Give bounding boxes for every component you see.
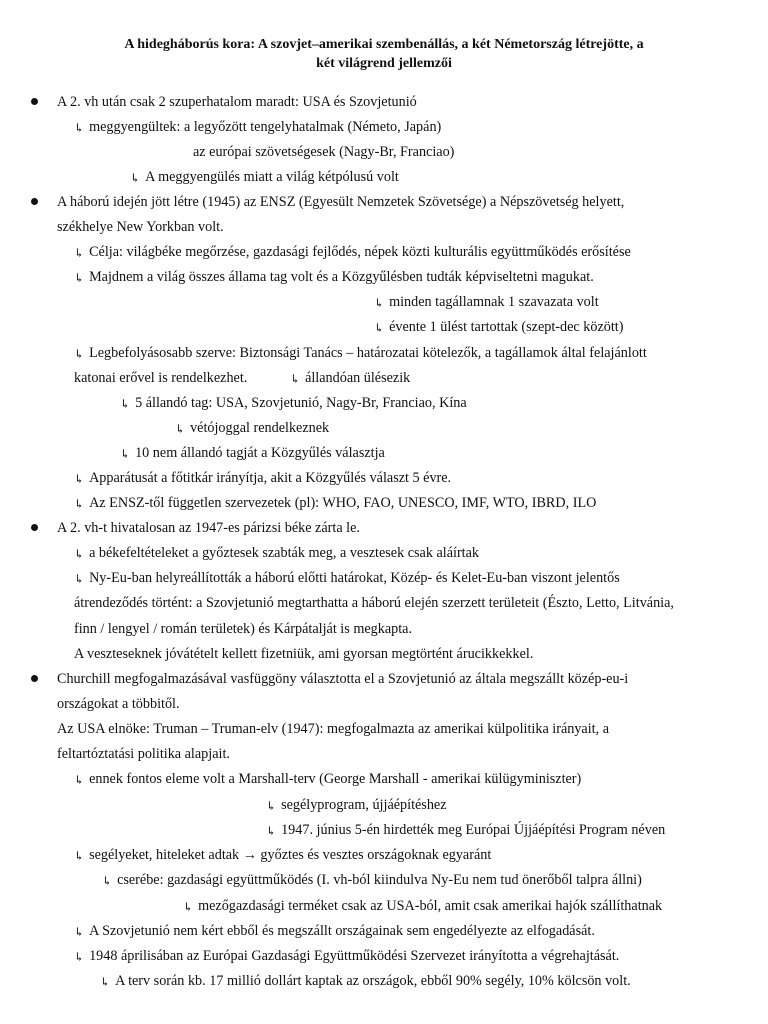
text-line (74, 569, 620, 587)
text-line (102, 871, 642, 889)
text-line (290, 369, 410, 387)
text-line (374, 293, 599, 311)
sub-arrow-icon: ↳ (74, 472, 85, 486)
sub-arrow-icon: ↳ (74, 925, 85, 939)
sub-arrow-icon: ↳ (374, 296, 385, 310)
text-line-content: segélyeket, hiteleket adtak → győztes és vesztes országoknak egyaránt (89, 847, 492, 863)
text-line (74, 469, 451, 487)
sub-arrow-icon: ↳ (266, 824, 277, 838)
text-line-content: katonai erővel is rendelkezhet. (74, 370, 248, 386)
text-line (74, 620, 412, 638)
text-line (130, 168, 399, 186)
text-line (74, 947, 619, 965)
text-line-content: 10 nem állandó tagját a Közgyűlés választja (135, 445, 385, 461)
text-line-content: A 2. vh-t hivatalosan az 1947-es párizsi béke zárta le. (57, 520, 360, 536)
text-line (74, 344, 647, 362)
sub-arrow-icon: ↳ (74, 849, 85, 863)
text-line (74, 770, 581, 788)
sub-arrow-icon: ↳ (74, 950, 85, 964)
text-line-content: átrendeződés történt: a Szovjetunió megtarthatta a háború elején szerzett területeit (Észto, Letto, Litvánia, (74, 595, 674, 611)
text-line (374, 318, 623, 336)
text-line-content: Célja: világbéke megőrzése, gazdasági fejlődés, népek közti kulturális együttműködés erősítése (89, 244, 631, 260)
text-line-content: A terv során kb. 17 millió dollárt kaptak az országok, ebből 90% segély, 10% kölcsön volt. (115, 973, 631, 989)
text-line-content: ennek fontos eleme volt a Marshall-terv (George Marshall - amerikai külügyminiszter) (89, 771, 582, 787)
text-line-content: Legbefolyásosabb szerve: Biztonsági Tanács – határozatai kötelezők, a tagállamok által felajánlott (89, 345, 647, 361)
text-line-content: a békefeltételeket a győztesek szabták meg, a vesztesek csak aláírtak (89, 545, 480, 561)
text-line (57, 695, 180, 713)
text-line (266, 796, 447, 814)
text-line-content: évente 1 ülést tartottak (szept-dec között) (389, 319, 624, 335)
text-line-content: Az ENSZ-től független szervezetek (pl): WHO, FAO, UNESCO, IMF, WTO, IBRD, ILO (89, 495, 597, 511)
sub-arrow-icon: ↳ (74, 271, 85, 285)
sub-arrow-icon: ↳ (74, 572, 85, 586)
text-line (100, 972, 631, 990)
text-line (57, 93, 417, 111)
text-line-content: állandóan ülésezik (305, 370, 411, 386)
text-line (57, 720, 609, 738)
text-line (74, 645, 533, 663)
text-line-content: mezőgazdasági terméket csak az USA-ból, amit csak amerikai hajók szállíthatnak (198, 898, 663, 914)
text-line (57, 193, 624, 211)
sub-arrow-icon: ↳ (290, 372, 301, 386)
text-line-content: Majdnem a világ összes állama tag volt és a Közgyűlésben tudták képviseltetni magukat. (89, 269, 594, 285)
text-line-content: székhelye New Yorkban volt. (57, 219, 224, 235)
text-line (193, 143, 454, 161)
text-line-content: 1947. június 5-én hirdették meg Európai Újjáépítési Program néven (281, 822, 666, 838)
sub-arrow-icon: ↳ (120, 397, 131, 411)
text-line-content: Az USA elnöke: Truman – Truman-elv (1947): megfogalmazta az amerikai külpolitika irányait, a (57, 721, 610, 737)
bullet-icon (31, 524, 38, 531)
text-line (74, 846, 491, 864)
text-line (183, 897, 662, 915)
text-line (74, 922, 595, 940)
sub-arrow-icon: ↳ (74, 773, 85, 787)
text-line-content: Ny-Eu-ban helyreállították a háború előtti határokat, Közép- és Kelet-Eu-ban viszont jelentős (89, 570, 620, 586)
text-line-content: minden tagállamnak 1 szavazata volt (389, 294, 599, 310)
bullet-icon (31, 98, 38, 105)
sub-arrow-icon: ↳ (74, 547, 85, 561)
sub-arrow-icon: ↳ (74, 246, 85, 260)
text-line-content: meggyengültek: a legyőzött tengelyhatalmak (Németo, Japán) (89, 119, 442, 135)
text-line (266, 821, 665, 839)
text-line-content: cserébe: gazdasági együttműködés (I. vh-ból kiindulva Ny-Eu nem tud önerőből talpra állni) (117, 872, 642, 888)
title-line-1: A hidegháborús kora: A szovjet–amerikai szembenállás, a két Németország létrejötte, a (124, 37, 644, 52)
text-line-content: A veszteseknek jóvátételt kellett fizetniük, ami gyorsan megtörtént árucikkekkel. (74, 646, 534, 662)
text-line (120, 444, 385, 462)
text-line-content: 5 állandó tag: USA, Szovjetunió, Nagy-Br, Franciao, Kína (135, 395, 467, 411)
text-line-content: Apparátusát a főtitkár irányítja, akit a Közgyűlés választ 5 évre. (89, 470, 452, 486)
sub-arrow-icon: ↳ (266, 799, 277, 813)
bullet-icon (31, 198, 38, 205)
text-line (74, 118, 441, 136)
sub-arrow-icon: ↳ (374, 321, 385, 335)
sub-arrow-icon: ↳ (74, 497, 85, 511)
text-line-content: A 2. vh után csak 2 szuperhatalom maradt: USA és Szovjetunió (57, 94, 417, 110)
text-line-content: 1948 áprilisában az Európai Gazdasági Együttműködési Szervezet irányította a végrehajtását. (89, 948, 620, 964)
text-line-content: finn / lengyel / román területek) és Kárpátalját is megkapta. (74, 621, 413, 637)
text-line (175, 419, 329, 437)
sub-arrow-icon: ↳ (74, 121, 85, 135)
sub-arrow-icon: ↳ (130, 171, 141, 185)
text-line-content: Churchill megfogalmazásával vasfüggöny választotta el a Szovjetunió az általa megszállt közép-eu-i (57, 671, 629, 687)
sub-arrow-icon: ↳ (120, 447, 131, 461)
sub-arrow-icon: ↳ (175, 422, 186, 436)
text-line-content: A meggyengülés miatt a világ kétpólusú volt (145, 169, 399, 185)
text-line-content: országokat a többitől. (57, 696, 180, 712)
text-line (74, 494, 596, 512)
text-line-content: segélyprogram, újjáépítéshez (281, 797, 447, 813)
sub-arrow-icon: ↳ (74, 347, 85, 361)
sub-arrow-icon: ↳ (183, 900, 194, 914)
text-line (74, 243, 631, 261)
sub-arrow-icon: ↳ (100, 975, 111, 989)
text-line-content: A háború idején jött létre (1945) az ENSZ (Egyesült Nemzetek Szövetsége) a Népszövetség helyett, (57, 194, 625, 210)
text-line (57, 745, 230, 763)
text-line (74, 544, 479, 562)
title-line-2: két világrend jellemzői (316, 56, 452, 71)
text-line-content: vétójoggal rendelkeznek (190, 420, 330, 436)
text-line (57, 218, 224, 236)
document-title (0, 35, 768, 73)
text-line (74, 369, 247, 387)
text-line (74, 594, 674, 612)
bullet-icon (31, 675, 38, 682)
text-line (57, 670, 628, 688)
text-line (74, 268, 594, 286)
sub-arrow-icon: ↳ (102, 874, 113, 888)
text-line (120, 394, 467, 412)
text-line-content: feltartóztatási politika alapjait. (57, 746, 230, 762)
text-line (57, 519, 360, 537)
text-line-content: az európai szövetségesek (Nagy-Br, Franciao) (193, 144, 455, 160)
text-line-content: A Szovjetunió nem kért ebből és megszállt országainak sem engedélyezte az elfogadását. (89, 923, 595, 939)
